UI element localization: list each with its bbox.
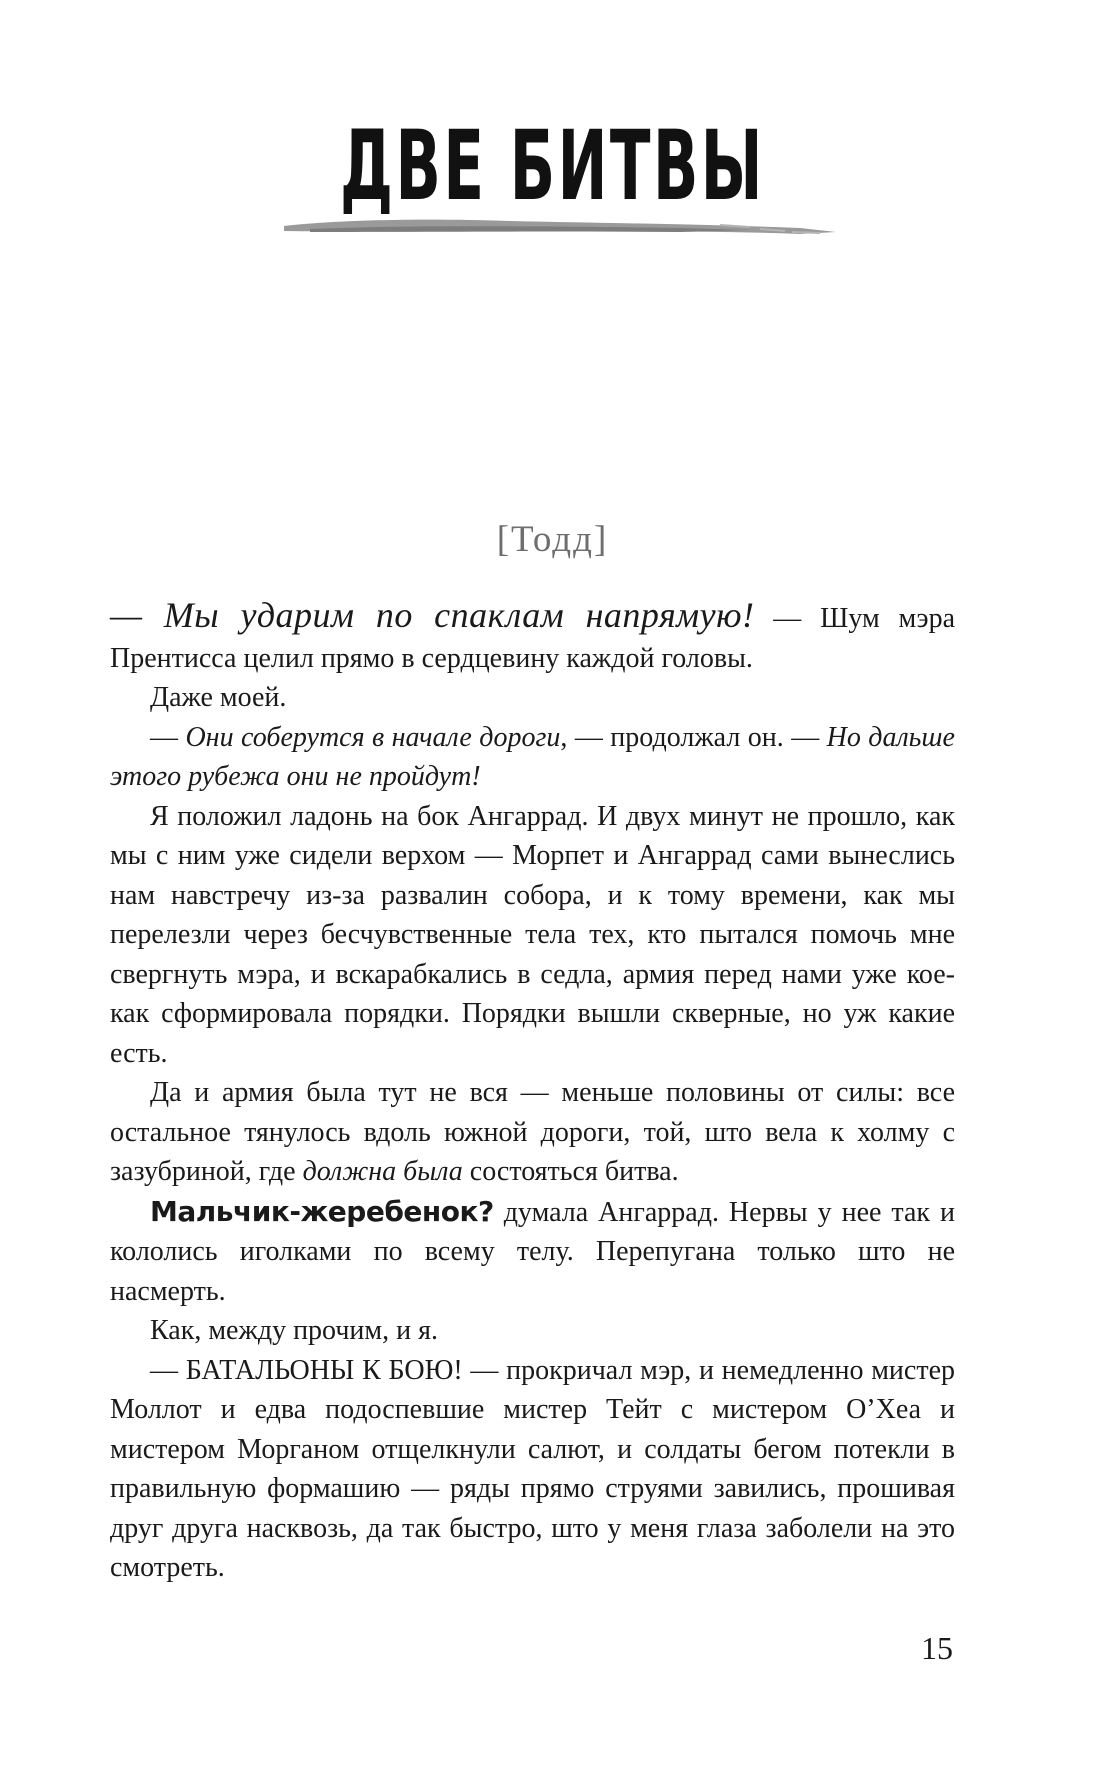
paragraph bbox=[110, 1192, 955, 1312]
paragraph bbox=[110, 1073, 955, 1192]
paragraph bbox=[110, 596, 955, 678]
text-segment: Как, между прочим, и я. bbox=[150, 1315, 438, 1346]
paragraph bbox=[110, 1351, 955, 1588]
text-segment: должна была bbox=[302, 1156, 463, 1187]
text-segment: Но дальше этого рубежа они не пройдут! bbox=[110, 721, 955, 792]
pov-character-heading: [Тодд] bbox=[496, 519, 609, 560]
body-text bbox=[110, 596, 955, 1588]
text-segment: — bbox=[150, 721, 186, 753]
text-segment: состояться битва. bbox=[462, 1156, 679, 1187]
text-segment: , — продолжал он. — bbox=[560, 721, 827, 753]
paragraph bbox=[110, 678, 955, 718]
paragraph bbox=[110, 797, 955, 1074]
page-number: 15 bbox=[921, 1630, 953, 1666]
text-segment: — Мы ударим по спаклам напрямую! bbox=[110, 595, 755, 635]
text-segment: Даже моей. bbox=[150, 682, 287, 713]
chapter-title: ДВЕ БИТВЫ bbox=[340, 110, 765, 222]
title-brush-stroke bbox=[280, 212, 840, 242]
text-segment: думала Ангаррад. Нервы у нее так и кололись иголками по всему телу. Перепугана только што не насмерть. bbox=[110, 1196, 955, 1307]
paragraph bbox=[110, 718, 955, 797]
text-segment: Да и армия была тут не вся — меньше половины от силы: все остальное тянулось вдоль южной дороги, той, што вела к холму с зазубриной, где bbox=[110, 1077, 955, 1187]
text-segment: — Шум мэра Прентисса целил прямо в сердцевину каждой головы. bbox=[110, 603, 956, 674]
text-segment: Они соберутся в начале дороги bbox=[185, 721, 561, 753]
text-segment: Я положил ладонь на бок Ангаррад. И двух минут не прошло, как мы с ним уже сидели верхом — Морпет и Ангаррад сами вынеслись нам навстречу из-за развалин собора, и к тому времени, как мы перелезли через бесчувственные тела тех, кто пытался помочь мне свергнуть мэра, и вскарабкались в седла, армия перед нами уже кое-как сформировала порядки. Порядки вышли скверные, но уж какие есть. bbox=[110, 800, 955, 1069]
text-segment: Мальчик-жеребенок? bbox=[150, 1194, 494, 1228]
text-segment: — БАТАЛЬОНЫ К БОЮ! — прокричал мэр, и немедленно мистер Моллот и едва подоспевшие мистер Тейт с мистером О’Хеа и мистером Морганом отщелкнули салют, и солдаты бегом потекли в правильную формашию — ряды прямо струями завились, прошивая друг друга насквозь, да так быстро, што у меня глаза заболели на это смотреть. bbox=[110, 1354, 955, 1583]
paragraph bbox=[110, 1311, 955, 1351]
